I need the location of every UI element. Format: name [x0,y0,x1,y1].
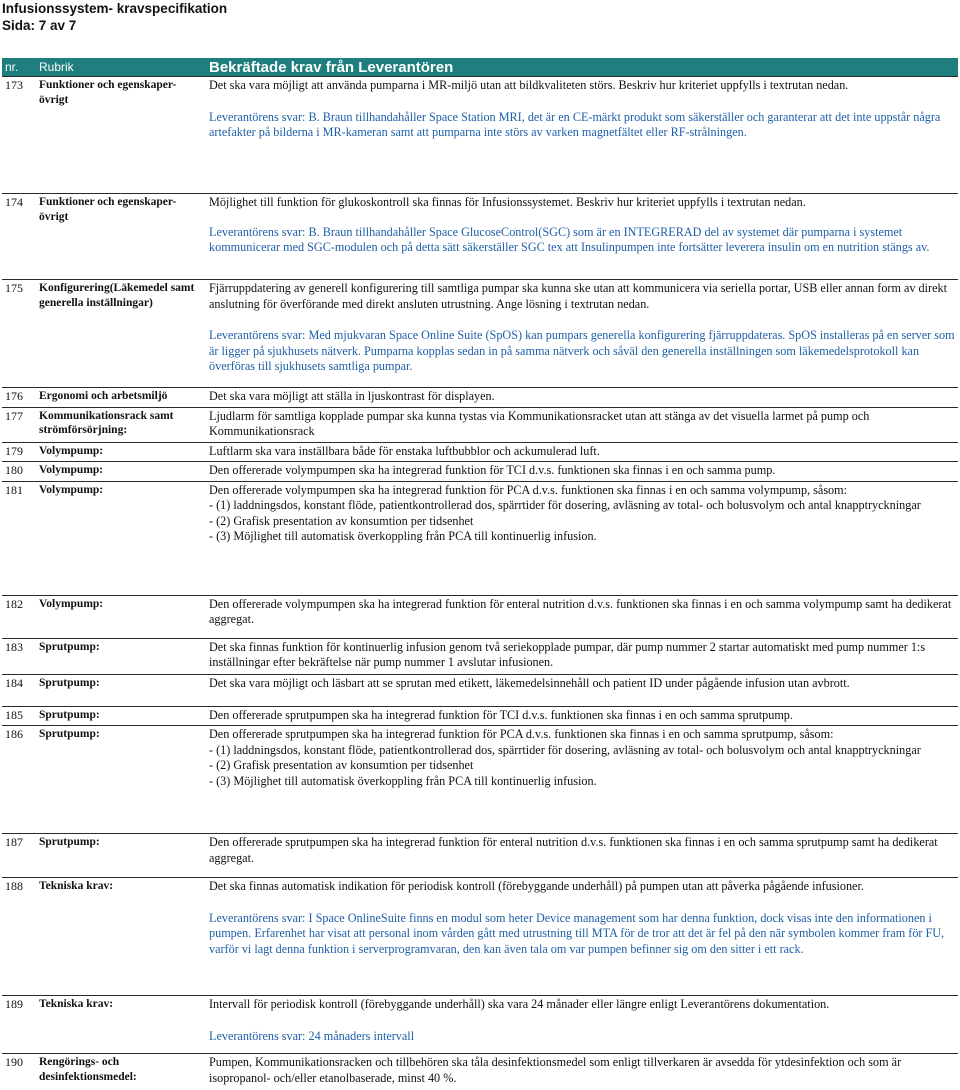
row-number: 182 [2,595,36,638]
row-rubrik: Rengörings- och desinfektionsmedel: [36,1054,204,1089]
row-description [204,726,958,834]
document-title: Infusionssystem- kravspecifikation [2,1,228,16]
column-header-description: Bekräftade krav från Leverantören [204,58,958,77]
row-rubrik: Kommunikationsrack samt strömförsörjning: [36,407,204,442]
row-rubrik: Volympump: [36,595,204,638]
table-row [2,878,958,996]
requirement-text: Det ska finnas automatisk indikation för periodisk kontroll (förebyggande underhåll) på pumpen utan att påverka pågående infusioner. [209,879,864,893]
row-description [204,280,958,388]
table-row [2,834,958,878]
list-item: - (1) laddningsdos, konstant flöde, patientkontrollerad dos, spärrtider för dosering, avläsning av total- och bolusvolym och antal knapptryckningar [209,498,921,512]
table-row [2,194,958,280]
row-rubrik: Volympump: [36,481,204,595]
row-number: 189 [2,996,36,1054]
table-row [2,407,958,442]
requirement-text: Möjlighet till funktion för glukoskontroll ska finnas för Infusionssystemet. Beskriv hur kriteriet uppfylls i textrutan nedan. [209,195,806,209]
row-number: 186 [2,726,36,834]
page-indicator: Sida: 7 av 7 [2,18,77,33]
row-rubrik: Tekniska krav: [36,878,204,996]
supplier-answer: Leverantörens svar: 24 månaders intervall [209,1028,415,1043]
row-number: 174 [2,194,36,280]
table-row [2,481,958,595]
row-number: 177 [2,407,36,442]
row-description [204,77,958,194]
table-row [2,1054,958,1089]
row-number: 175 [2,280,36,388]
row-rubrik: Sprutpump: [36,674,204,706]
supplier-answer: Leverantörens svar: Med mjukvaran Space Online Suite (SpOS) kan pumpars generella konfigurering fjärruppdateras. SpOS installeras på en server som är ligger på sjukhusets nätverk. Pumparna kopplas sedan in på samma nätverk och såväl den generella inställningen som läkemedelsprotokoll kan överföras till sjukhusets samtliga pumpar. [209,328,955,373]
requirement-text: Den offererade volympumpen ska ha integrerad funktion för PCA d.v.s. funktionen ska finnas i en och samma volympump, såsom: [209,482,848,497]
row-number: 181 [2,481,36,595]
row-number: 184 [2,674,36,706]
row-rubrik: Ergonomi och arbetsmiljö [36,388,204,408]
table-row [2,996,958,1054]
list-item: - (2) Grafisk presentation av konsumtion per tidsenhet [209,758,474,772]
table-row [2,77,958,194]
table-row [2,726,958,834]
table-row [2,280,958,388]
table-row [2,442,958,462]
requirement-text: Den offererade sprutpumpen ska ha integrerad funktion för PCA d.v.s. funktionen ska finnas i en och samma sprutpump, såsom: [209,727,834,741]
row-description: Det ska finnas funktion för kontinuerlig infusion genom två seriekopplade pumpar, där pump nummer 2 startar automatiskt med pump nummer 1:s inställningar efter bekräftelse när pump nummer 1 avslutar infusionen. [204,638,958,674]
list-item: - (1) laddningsdos, konstant flöde, patientkontrollerad dos, spärrtider för dosering, avläsning av total- och bolusvolym och antal knapptryckningar [209,742,921,757]
row-rubrik: Sprutpump: [36,834,204,878]
requirements-table [2,58,958,1088]
supplier-answer: Leverantörens svar: B. Braun tillhandahåller Space Station MRI, det är en CE-märkt produkt som säkerställer och garanterar att det inte uppstår några artefakter på bilderna i MR-kameran samt att pumparna inte störs av varken magnetfältet eller RF-strålningen. [209,109,941,139]
supplier-answer: Leverantörens svar: B. Braun tillhandahåller Space GlucoseControl(SGC) som är en INTEGRERAD del av systemet där pumparna i systemet kommunicerar med SGC-modulen och på detta sätt säkerställer SGC tex att Insulinpumpen inte fortsätter leverera insulin om en nutrition stängs av. [209,224,930,254]
requirement-text: Intervall för periodisk kontroll (förebyggande underhåll) ska vara 24 månader eller längre enligt Leverantörens dokumentation. [209,997,830,1011]
row-number: 188 [2,878,36,996]
list-item: - (3) Möjlighet till automatisk överkoppling från PCA till kontinuerlig infusion. [209,529,597,543]
table-row [2,595,958,638]
row-number: 187 [2,834,36,878]
row-rubrik: Tekniska krav: [36,996,204,1054]
requirement-text: Det ska vara möjligt att använda pumparna i MR-miljö utan att bildkvaliteten störs. Beskriv hur kriteriet uppfylls i textrutan nedan. [209,78,849,92]
row-description: Den offererade sprutpumpen ska ha integrerad funktion för TCI d.v.s. funktionen ska finnas i en och samma sprutpump. [204,706,958,726]
row-number: 176 [2,388,36,408]
row-number: 185 [2,706,36,726]
row-rubrik: Sprutpump: [36,726,204,834]
row-description: Den offererade volympumpen ska ha integrerad funktion för TCI d.v.s. funktionen ska finnas i en och samma pump. [204,462,958,482]
row-number: 183 [2,638,36,674]
row-description [204,194,958,280]
document-header [0,0,960,34]
row-number: 190 [2,1054,36,1089]
row-description: Det ska vara möjligt och läsbart att se sprutan med etikett, läkemedelsinnehåll och patient ID under pågående infusion utan avbrott. [204,674,958,706]
table-header-row [2,58,958,77]
row-rubrik: Sprutpump: [36,638,204,674]
row-number: 180 [2,462,36,482]
list-item: - (3) Möjlighet till automatisk överkoppling från PCA till kontinuerlig infusion. [209,773,597,788]
table-row [2,674,958,706]
column-header-rubrik: Rubrik [36,58,204,77]
row-description [204,878,958,996]
row-description: Den offererade sprutpumpen ska ha integrerad funktion för enteral nutrition d.v.s. funktionen ska finnas i en och samma sprutpump samt ha dedikerat aggregat. [204,834,958,878]
table-row [2,462,958,482]
row-rubrik: Volympump: [36,442,204,462]
row-description: Den offererade volympumpen ska ha integrerad funktion för enteral nutrition d.v.s. funktionen ska finnas i en och samma volympump samt ha dedikerat aggregat. [204,595,958,638]
supplier-answer: Leverantörens svar: I Space OnlineSuite finns en modul som heter Device management som har denna funktion, dock visas inte den informationen i pumpen. Erfarenhet har visat att personal inom vården gått med utrustning till MTA för de tror att det är fel på den när symbolen kommer fram för FU, varför vi lagt denna funktion i serverprogramvaran, den kan även tala om var pumpen befinner sig om den sitter i ett rack. [209,910,945,956]
row-description: Det ska vara möjligt att ställa in ljuskontrast för displayen. [204,388,958,408]
row-rubrik: Volympump: [36,462,204,482]
list-item: - (2) Grafisk presentation av konsumtion per tidsenhet [209,513,474,528]
table-row [2,638,958,674]
table-row [2,388,958,408]
requirement-text: Fjärruppdatering av generell konfigurering till samtliga pumpar ska kunna ske utan att kommunicera via seriella portar, USB eller annan form av direkt anslutning för överförande med direkt ansluten utrustning. Ange lösning i textrutan nedan. [209,281,947,311]
row-number: 173 [2,77,36,194]
row-rubrik: Konfigurering(Läkemedel samt generella inställningar) [36,280,204,388]
row-description [204,481,958,595]
row-description: Pumpen, Kommunikationsracken och tillbehören ska tåla desinfektionsmedel som enligt tillverkaren är avsedda för ytdesinfektion och som är isopropanol- och/eller etanolbaserade, minst 40 %. [204,1054,958,1089]
row-rubrik: Funktioner och egenskaper-övrigt [36,77,204,194]
row-rubrik: Sprutpump: [36,706,204,726]
row-description: Ljudlarm för samtliga kopplade pumpar ska kunna tystas via Kommunikationsracket utan att stänga av det visuella larmet på pump och Kommunikationsrack [204,407,958,442]
column-header-nr: nr. [2,58,36,77]
row-description: Luftlarm ska vara inställbara både för enstaka luftbubblor och ackumulerad luft. [204,442,958,462]
table-row [2,706,958,726]
row-number: 179 [2,442,36,462]
row-rubrik: Funktioner och egenskaper-övrigt [36,194,204,280]
row-description [204,996,958,1054]
